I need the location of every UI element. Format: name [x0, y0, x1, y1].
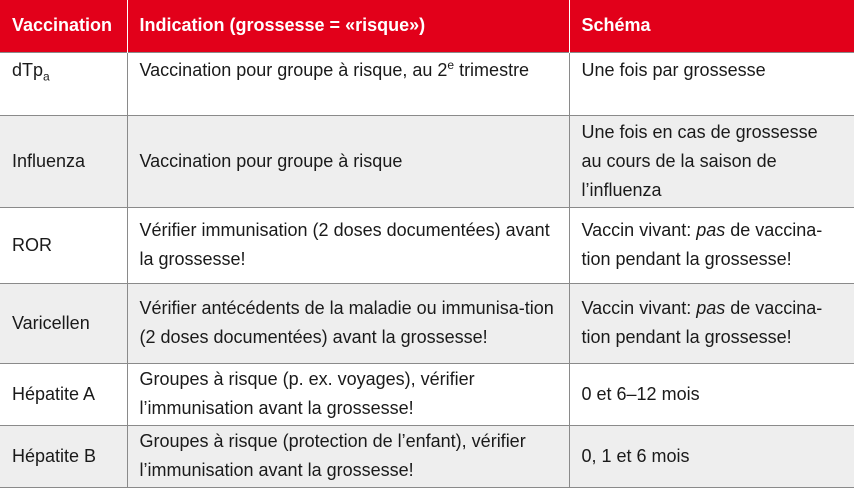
table-header-row	[0, 0, 854, 52]
table-row	[0, 207, 854, 283]
cell-schema: 0, 1 et 6 mois	[569, 425, 854, 487]
table-row	[0, 52, 854, 115]
header-indication: Indication (grossesse = «risque»)	[127, 0, 569, 52]
cell-indication: Vaccination pour groupe à risque	[127, 115, 569, 207]
cell-indication: Vérifier immunisation (2 doses documentées) avant la grossesse!	[127, 207, 569, 283]
table-row	[0, 425, 854, 487]
cell-schema: Vaccin vivant: pas de vaccina-tion pendant la grossesse!	[569, 283, 854, 363]
cell-vaccination: Hépatite B	[0, 425, 127, 487]
cell-schema: Une fois par grossesse	[569, 52, 854, 115]
cell-schema: Une fois en cas de grossesse au cours de la saison de l’influenza	[569, 115, 854, 207]
cell-vaccination: Influenza	[0, 115, 127, 207]
cell-indication: Vaccination pour groupe à risque, au 2e trimestre	[127, 52, 569, 115]
cell-vaccination: ROR	[0, 207, 127, 283]
cell-vaccination: dTp$_a$	[0, 52, 127, 115]
cell-vaccination: Varicellen	[0, 283, 127, 363]
cell-vaccination: Hépatite A	[0, 363, 127, 425]
table-row	[0, 363, 854, 425]
cell-indication: Vérifier antécédents de la maladie ou immunisa-tion (2 doses documentées) avant la grossesse!	[127, 283, 569, 363]
header-schema: Schéma	[569, 0, 854, 52]
table-row	[0, 283, 854, 363]
header-vaccination: Vaccination	[0, 0, 127, 52]
cell-schema: Vaccin vivant: pas de vaccina-tion pendant la grossesse!	[569, 207, 854, 283]
cell-schema: 0 et 6–12 mois	[569, 363, 854, 425]
table-row	[0, 115, 854, 207]
cell-indication: Groupes à risque (protection de l’enfant), vérifier l’immunisation avant la grossesse!	[127, 425, 569, 487]
cell-indication: Groupes à risque (p. ex. voyages), vérifier l’immunisation avant la grossesse!	[127, 363, 569, 425]
